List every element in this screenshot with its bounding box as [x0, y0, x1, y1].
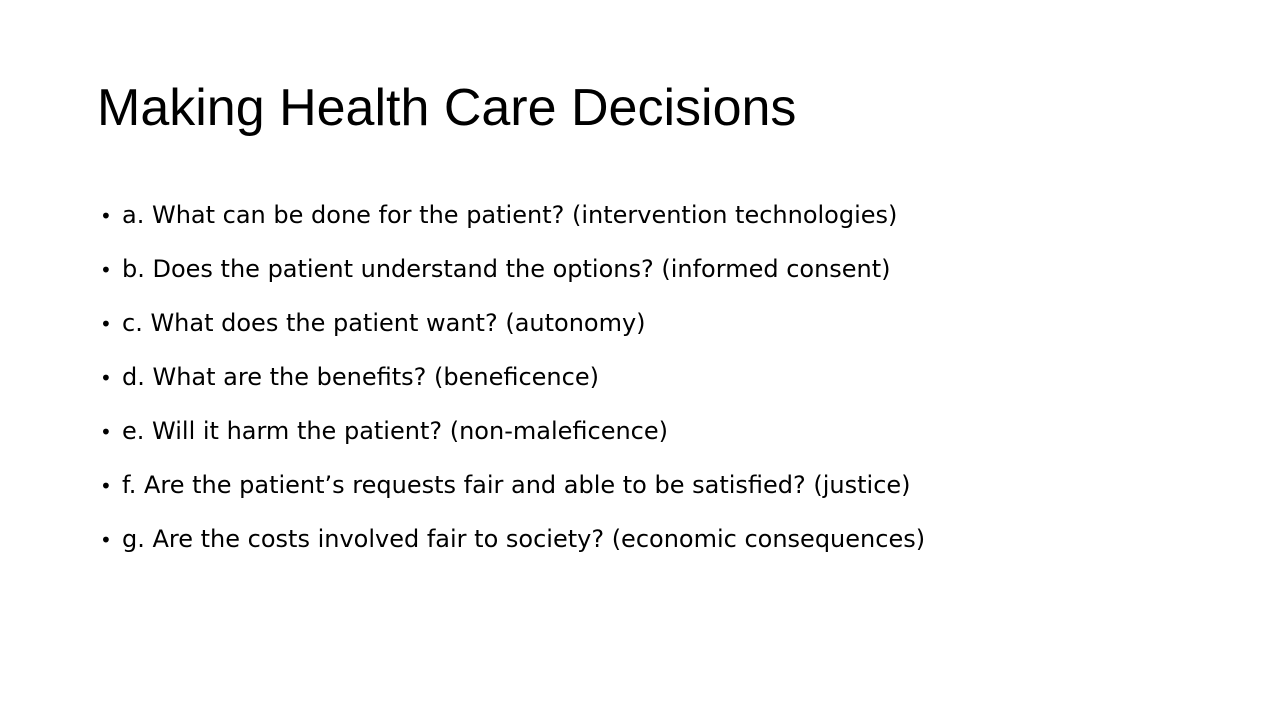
bullet-icon: • — [100, 366, 112, 390]
bullet-item — [100, 516, 925, 570]
bullet-item — [100, 300, 925, 354]
bullet-icon: • — [100, 420, 112, 444]
bullet-text: b. Does the patient understand the options? (informed consent) — [122, 255, 891, 283]
bullet-item — [100, 408, 925, 462]
bullet-item — [100, 246, 925, 300]
bullet-text: g. Are the costs involved fair to society? (economic consequences) — [122, 525, 926, 553]
bullet-text: f. Are the patient’s requests fair and able to be satisfied? (justice) — [122, 471, 911, 499]
bullet-item — [100, 354, 925, 408]
bullet-icon: • — [100, 312, 112, 336]
bullet-icon: • — [100, 528, 112, 552]
bullet-text: c. What does the patient want? (autonomy) — [122, 309, 646, 337]
bullet-list — [100, 192, 925, 570]
bullet-text: d. What are the benefits? (beneficence) — [122, 363, 599, 391]
bullet-item — [100, 462, 925, 516]
bullet-icon: • — [100, 474, 112, 498]
bullet-text: a. What can be done for the patient? (intervention technologies) — [122, 201, 898, 229]
bullet-text: e. Will it harm the patient? (non-maleficence) — [122, 417, 668, 445]
bullet-icon: • — [100, 258, 112, 282]
slide-title: Making Health Care Decisions — [97, 79, 797, 137]
bullet-item — [100, 192, 925, 246]
bullet-icon: • — [100, 204, 112, 228]
